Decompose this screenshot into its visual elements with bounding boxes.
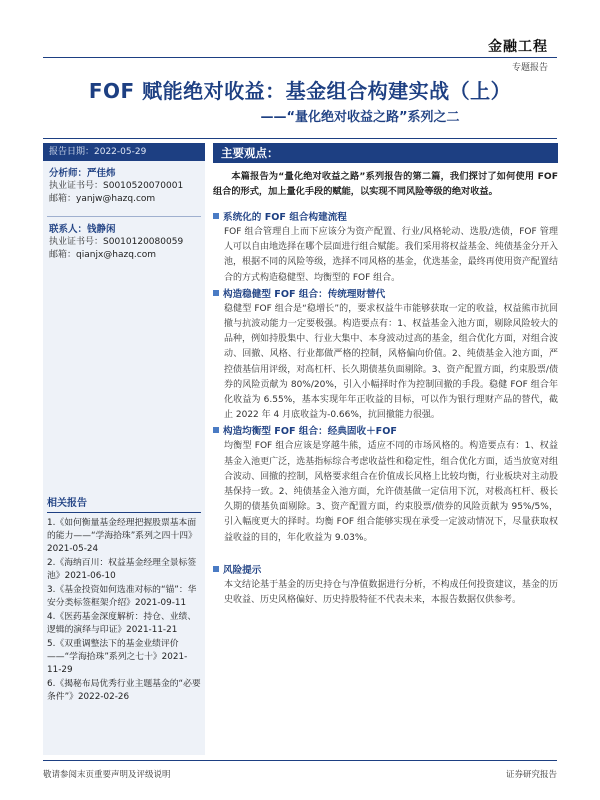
analyst-email: 邮箱：yanjw@hazq.com: [49, 194, 156, 204]
intro-paragraph: 本篇报告为“量化绝对收益之路”系列报告的第二篇，我们探讨了如何使用 FOF 组合的形式，加上量化手段的赋能，以实现不同风险等级的绝对收益。: [213, 171, 558, 197]
related-report-item[interactable]: 1.《如何衡量基金经理把握股票基本面的能力——“学海拾珠”系列之四十四》2021-05-24: [47, 518, 197, 554]
contact-block: [43, 217, 205, 262]
contact-email: 邮箱：qianjx@hazq.com: [49, 250, 157, 260]
related-report-item[interactable]: 4.《医药基金深度解析：持仓、业绩、逻辑的演绎与印证》2021-11-21: [47, 612, 197, 635]
footer-disclaimer[interactable]: 敬请参阅末页重要声明及评级说明: [43, 770, 171, 780]
related-report-item[interactable]: 2.《海纳百川：权益基金经理全景标签池》2021-06-10: [47, 558, 197, 581]
sidebar: [43, 143, 205, 755]
related-reports-title: 相关报告: [47, 498, 87, 509]
related-report-item[interactable]: 5.《双重调整法下的基金业绩评价——“学海拾珠”系列之七十》2021-11-29: [47, 639, 188, 675]
contact-name: 联系人：钱静闲: [49, 224, 116, 235]
footer-rule: [43, 760, 557, 761]
report-title: FOF 赋能绝对收益：基金组合构建实战（上）: [88, 79, 512, 103]
section-heading: 构造均衡型 FOF 组合：经典固收＋FOF: [213, 425, 558, 439]
contact-email-link[interactable]: qianjx@hazq.com: [76, 250, 157, 260]
bullet-square-icon: [213, 566, 219, 572]
report-type: 专题报告: [511, 63, 548, 73]
section-body: 本文结论基于基金的历史持仓与净值数据进行分析，不构成任何投资建议，基金的历史收益、历史风格偏好、历史持股特征不代表未来，本报告数据仅供参考。: [224, 579, 558, 606]
analyst-email-link[interactable]: yanjw@hazq.com: [76, 194, 156, 204]
section-body: 均衡型 FOF 组合应该是穿越牛熊，适应不同的市场风格的。构造要点有：1、权益基金入池更广泛，选基指标综合考虑收益性和稳定性，组合优化方面，适当放宽对组合波动、回撤的控制，风格要求组合在价值成长风格上比较均衡，行业板块对主动股基保持一致。2、纯债基金入池方面，允许债基做一定信用下沉，对极高杠杆、极长久期的债基负面剔除。3、资产配置方面，约束股票/债券的风险贡献为 95%/5%，引入幅度更大的择时。均衡 FOF 组合能够实现在承受一定波动情况下，尽量获取权益收益的目的，年化收益为 9.03%。: [224, 441, 558, 543]
section-process: [213, 211, 558, 286]
section-body: 稳健型 FOF 组合是“稳增长”的，要求权益牛市能够获取一定的收益，权益熊市抗回撤与抗波动能力一定要极强。构造要点有：1、权益基金入池方面，剔除风险较大的品种，例如持股集中、行业大集中、本身波动过高的基金，组合优化方面，对组合波动、回撤、风格、行业都做严格的控制，风格偏向价值。2、纯债基金入池方面，严控债基信用评级，对高杠杆、长久期债基负面剔除。3、资产配置方面，约束股票/债券的风险贡献为 80%/20%，引入小幅择时作为控制回撤的手段。稳健 FOF 组合年化收益为 6.55%，基本实现年年正收益的目标，可以作为银行理财产品的替代，截止 2022 年 4 月底收益为-0.66%，抗回撤能力很强。: [224, 303, 558, 421]
section-heading: 系统化的 FOF 组合构建流程: [213, 211, 558, 225]
section-heading: 风险提示: [213, 564, 558, 578]
section-heading: 构造稳健型 FOF 组合：传统理财替代: [213, 288, 558, 302]
analyst-license: 执业证书号：S0010520070001: [49, 181, 184, 191]
header-brand: 金融工程: [488, 39, 548, 55]
section-balanced: [213, 425, 558, 545]
bullet-square-icon: [213, 213, 219, 219]
main-content: [213, 143, 558, 608]
section-risk: [213, 564, 558, 608]
report-subtitle: ——“量化绝对收益之路”系列之二: [260, 110, 460, 125]
contact-license: 执业证书号：S0010120080059: [49, 237, 184, 247]
section-conservative: [213, 288, 558, 424]
bullet-square-icon: [213, 427, 219, 433]
key-viewpoints-heading: 主要观点：: [213, 143, 558, 163]
header-rule-bottom: [43, 138, 557, 139]
related-report-item[interactable]: 3.《基金投资如何选准对标的“锚”：华安分类标签框架介绍》2021-09-11: [47, 585, 197, 608]
related-report-item[interactable]: 6.《揭秘布局优秀行业主题基金的“必要条件”》2022-02-26: [47, 679, 201, 702]
bullet-square-icon: [213, 290, 219, 296]
footer-org: 证券研究报告: [505, 770, 557, 780]
analyst-name: 分析师：严佳炜: [49, 168, 116, 179]
analyst-block: [43, 161, 205, 206]
related-reports-list: [43, 513, 205, 704]
report-date: 报告日期：2022-05-29: [43, 143, 205, 161]
header-rule-top: [43, 57, 557, 58]
section-body: FOF 组合管理自上而下应该分为资产配置、行业/风格轮动、选股/选债，FOF 管理人可以自由地选择在哪个层面进行组合赋能。我们采用将权益基金、纯债基金分开入池，根据不同的风险等级，选择不同风格的基金，优选基金，最终再使用资产配置结合的方式构造稳健型、均衡型的 FOF 组合。: [224, 227, 558, 283]
